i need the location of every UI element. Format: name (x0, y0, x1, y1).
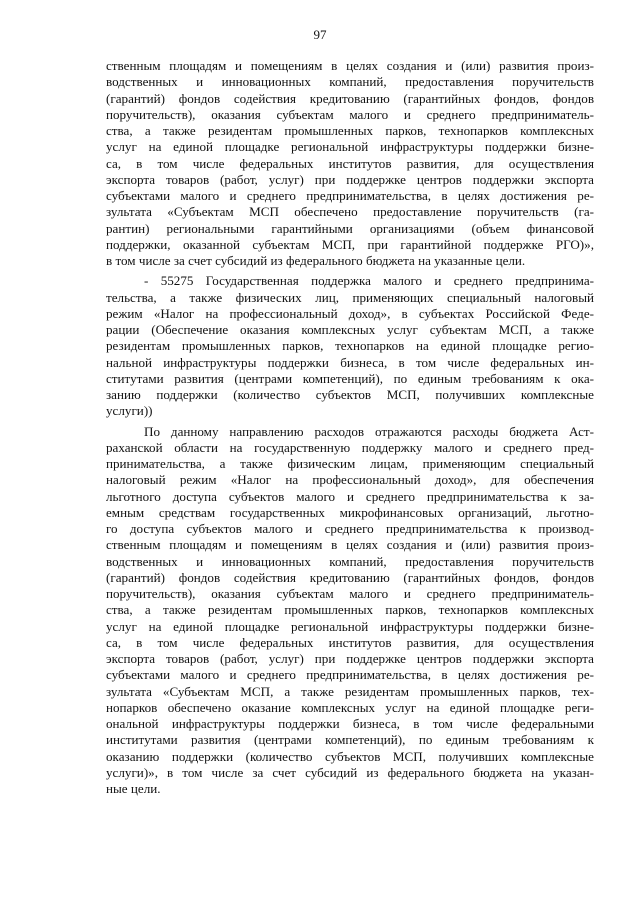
text-line: ственным площадям и помещениям в целях создания и (или) развития произ- (106, 537, 594, 553)
paragraph (106, 273, 594, 419)
text-line: оказанию поддержки (количество субъектов МСП, получивших комплексные (106, 748, 594, 764)
text-line: нопарков обеспечено оказание комплексных услуг на единой площадке реги- (106, 699, 594, 715)
text-line: услуги)», в том числе за счет субсидий из федерального бюджета на указан- (106, 764, 594, 780)
text-line: раханской области на государственную поддержку малого и среднего пред- (106, 439, 594, 455)
text-line: емным средствам государственных микрофинансовых организаций, льготно- (106, 504, 594, 520)
text-line: резидентам промышленных парков, технопарков на единой площадке регио- (106, 338, 594, 354)
text-line: услуги)) (106, 403, 153, 419)
text-line: го доступа субъектов малого и среднего предпринимательства к производ- (106, 521, 594, 536)
paragraph (106, 58, 594, 269)
text-line: услуг на единой площадке региональной инфраструктуры поддержки бизне- (106, 618, 594, 634)
text-line: ститутами развития (центрами компетенций), по единым требованиям к ока- (106, 370, 594, 386)
document-body (106, 58, 594, 797)
text-line: тельства, а также физических лиц, применяющих специальный налоговый (106, 289, 594, 305)
text-line: поручительств), оказания субъектам малого и среднего предприниматель- (106, 586, 594, 601)
text-line: (гарантий) фондов содействия кредитованию (гарантийных фондов, фондов (106, 90, 594, 106)
text-line: режим «Налог на профессиональный доход», в субъектах Российской Феде- (106, 305, 594, 321)
text-line: налоговый режим «Налог на профессиональный доход», для обеспечения (106, 472, 594, 488)
text-line: са, в том числе федеральных институтов развития, для осуществления (106, 155, 594, 171)
text-line: ональной инфраструктуры поддержки бизнеса, в том числе федеральными (106, 716, 594, 731)
text-line: экспорта товаров (работ, услуг) при поддержке центров поддержки экспорта (106, 651, 594, 666)
text-line: водственных и инновационных компаний, предоставления поручительств (106, 74, 594, 90)
text-line: ственным площадям и помещениям в целях создания и (или) развития произ- (106, 58, 594, 73)
paragraph (106, 424, 594, 798)
text-line: рации (Обеспечение оказания комплексных услуг субъектам МСП, а также (106, 322, 594, 337)
text-line: ства, а также резидентам промышленных парков, технопарков комплексных (106, 123, 594, 138)
text-line: принимательства, а также физическим лицам, применяющим специальный (106, 456, 594, 471)
text-line: зультата «Субъектам МСП, а также резидентам промышленных парков, тех- (106, 683, 594, 699)
text-line: институтами развития (центрами компетенций), по единым требованиям к (106, 732, 594, 748)
text-line: ные цели. (106, 781, 161, 796)
text-line: экспорта товаров (работ, услуг) при поддержке центров поддержки экспорта (106, 171, 594, 187)
text-line: льготного доступа субъектов малого и среднего предпринимательства к за- (106, 488, 594, 504)
page-number: 97 (313, 27, 327, 42)
text-line: субъектами малого и среднего предпринимательства, в целях достижения ре- (106, 188, 594, 203)
text-line: зультата «Субъектам МСП обеспечено предоставление поручительств (га- (106, 204, 594, 220)
text-line: По данному направлению расходов отражаются расходы бюджета Аст- (144, 423, 594, 439)
text-line: в том числе за счет субсидий из федерального бюджета на указанные цели. (106, 253, 526, 268)
text-line: нальной инфраструктуры поддержки бизнеса, в том числе федеральных ин- (106, 354, 594, 370)
text-line: услуг на единой площадке региональной инфраструктуры поддержки бизне- (106, 139, 594, 155)
text-line: (гарантий) фондов содействия кредитованию (гарантийных фондов, фондов (106, 569, 594, 585)
text-line: ства, а также резидентам промышленных парков, технопарков комплексных (106, 602, 594, 618)
text-line: водственных и инновационных компаний, предоставления поручительств (106, 553, 594, 569)
text-line: поддержки, оказанной субъектам МСП, при гарантийной поддержке РГО)», (106, 236, 594, 252)
text-line: поручительств), оказания субъектам малого и среднего предприниматель- (106, 106, 594, 122)
text-line: субъектами малого и среднего предпринимательства, в целях достижения ре- (106, 667, 594, 683)
text-line: рантин) региональными гарантийными организациями (объем финансовой (106, 220, 594, 236)
text-line: занию поддержки (количество субъектов МСП, получивших комплексные (106, 387, 594, 402)
text-line: - 55275 Государственная поддержка малого и среднего предпринима- (144, 273, 594, 289)
text-line: са, в том числе федеральных институтов развития, для осуществления (106, 634, 594, 650)
